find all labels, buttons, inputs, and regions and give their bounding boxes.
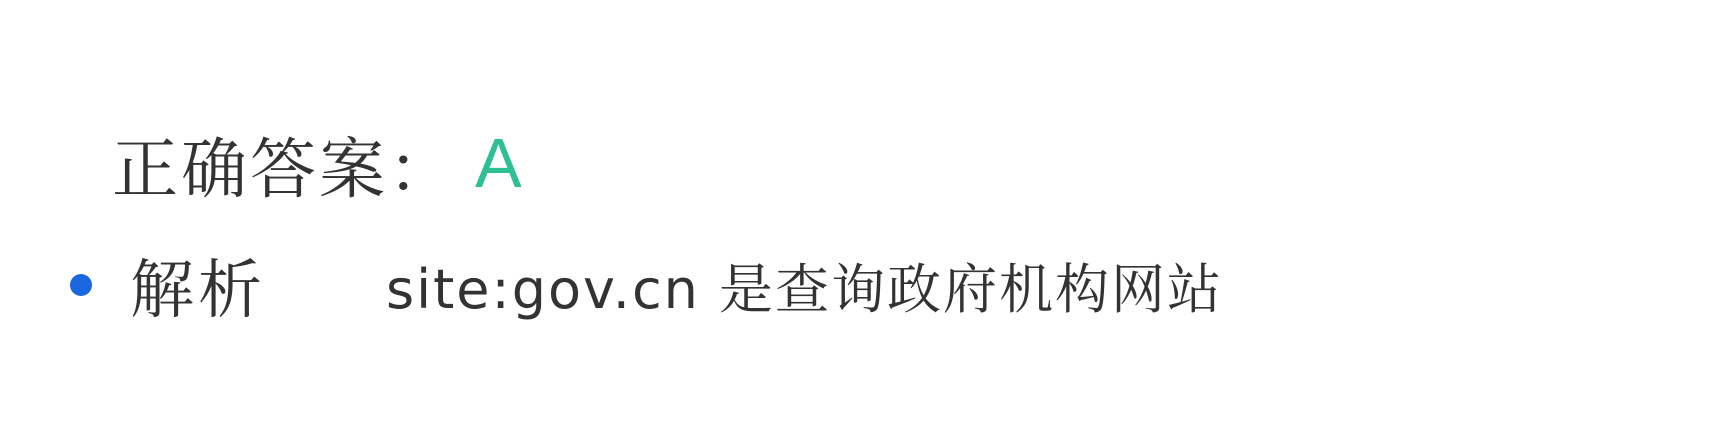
- correct-answer-value: A: [475, 124, 525, 202]
- analysis-text: site:gov.cn 是查询政府机构网站: [386, 257, 1224, 321]
- analysis-row: [70, 240, 1223, 330]
- correct-answer-row: [112, 118, 525, 208]
- analysis-label: 解析: [130, 254, 266, 328]
- bullet-dot-icon: [70, 274, 92, 296]
- correct-answer-label: 正确答案：: [112, 130, 457, 208]
